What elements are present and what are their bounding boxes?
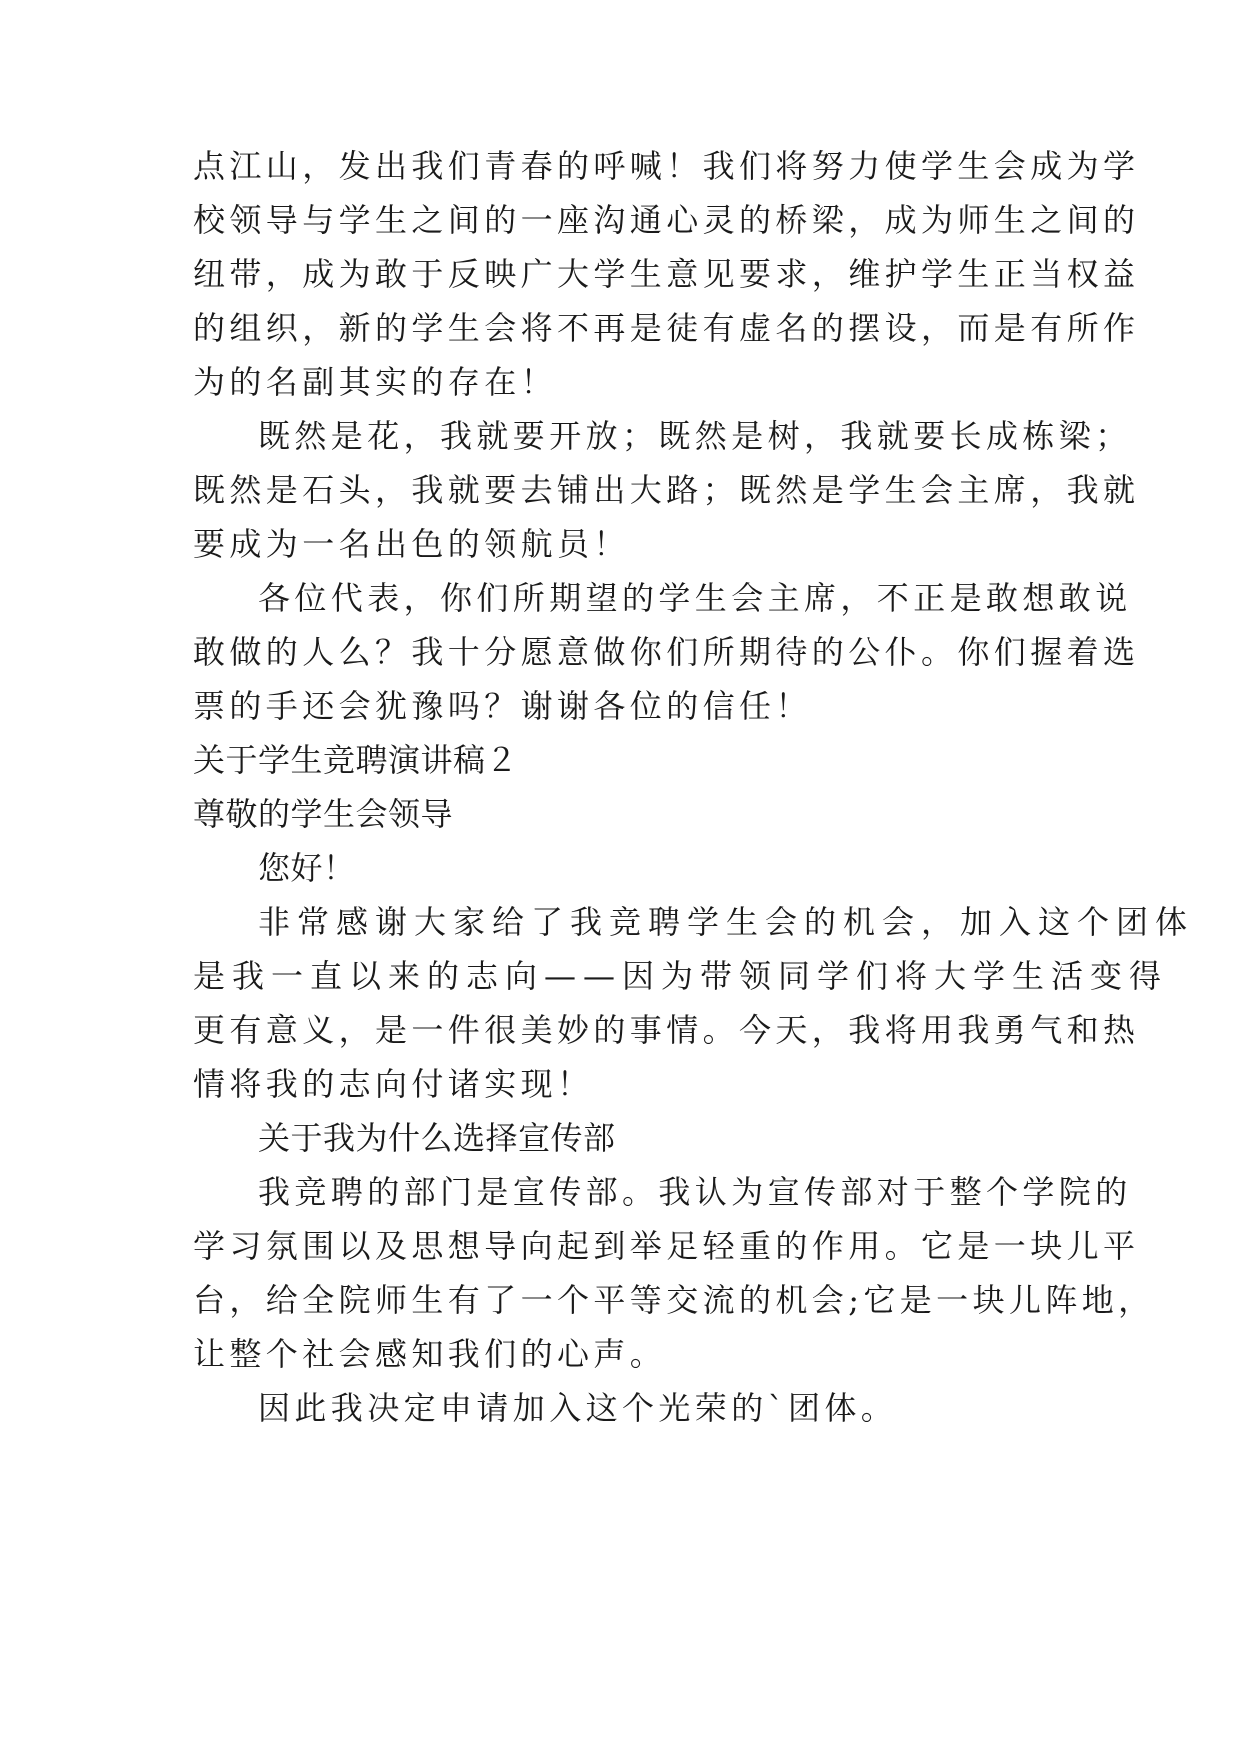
- text-line: 为的名副其实的存在！: [193, 363, 558, 401]
- text-line: 各位代表，你们所期望的学生会主席，不正是敢想敢说: [258, 579, 1132, 617]
- text-line: 学习氛围以及思想导向起到举足轻重的作用。它是一块儿平: [193, 1227, 1140, 1265]
- text-line: 纽带，成为敢于反映广大学生意见要求，维护学生正当权益: [193, 255, 1140, 293]
- section-heading: 关于学生竞聘演讲稿２: [193, 741, 519, 779]
- text-line: 情将我的志向付诸实现！: [193, 1065, 594, 1103]
- text-line: 台，给全院师生有了一个平等交流的机会;它是一块儿阵地，: [193, 1281, 1155, 1319]
- text-line: 校领导与学生之间的一座沟通心灵的桥梁，成为师生之间的: [193, 201, 1140, 239]
- text-line: 让整个社会感知我们的心声。: [193, 1335, 667, 1373]
- subheading: 关于我为什么选择宣传部: [258, 1119, 616, 1157]
- text-line: 是我一直以来的志向——因为带领同学们将大学生活变得: [193, 957, 1169, 995]
- text-line: 敢做的人么？我十分愿意做你们所期待的公仆。你们握着选: [193, 633, 1140, 671]
- text-line: 既然是石头，我就要去铺出大路；既然是学生会主席，我就: [193, 471, 1140, 509]
- text-line: 更有意义，是一件很美妙的事情。今天，我将用我勇气和热: [193, 1011, 1140, 1049]
- text-line: 非常感谢大家给了我竞聘学生会的机会，加入这个团体: [258, 903, 1195, 941]
- text-line: 的组织，新的学生会将不再是徒有虚名的摆设，而是有所作: [193, 309, 1140, 347]
- text-line: 票的手还会犹豫吗？谢谢各位的信任！: [193, 687, 812, 725]
- text-line: 点江山，发出我们青春的呼喊！我们将努力使学生会成为学: [193, 147, 1140, 185]
- greeting: 您好！: [258, 849, 356, 887]
- text-line: 我竞聘的部门是宣传部。我认为宣传部对于整个学院的: [258, 1173, 1132, 1211]
- text-line: 因此我决定申请加入这个光荣的`团体。: [258, 1389, 898, 1427]
- salutation: 尊敬的学生会领导: [193, 795, 454, 833]
- text-line: 要成为一名出色的领航员！: [193, 525, 630, 563]
- text-line: 既然是花，我就要开放；既然是树，我就要长成栋梁；: [258, 417, 1132, 455]
